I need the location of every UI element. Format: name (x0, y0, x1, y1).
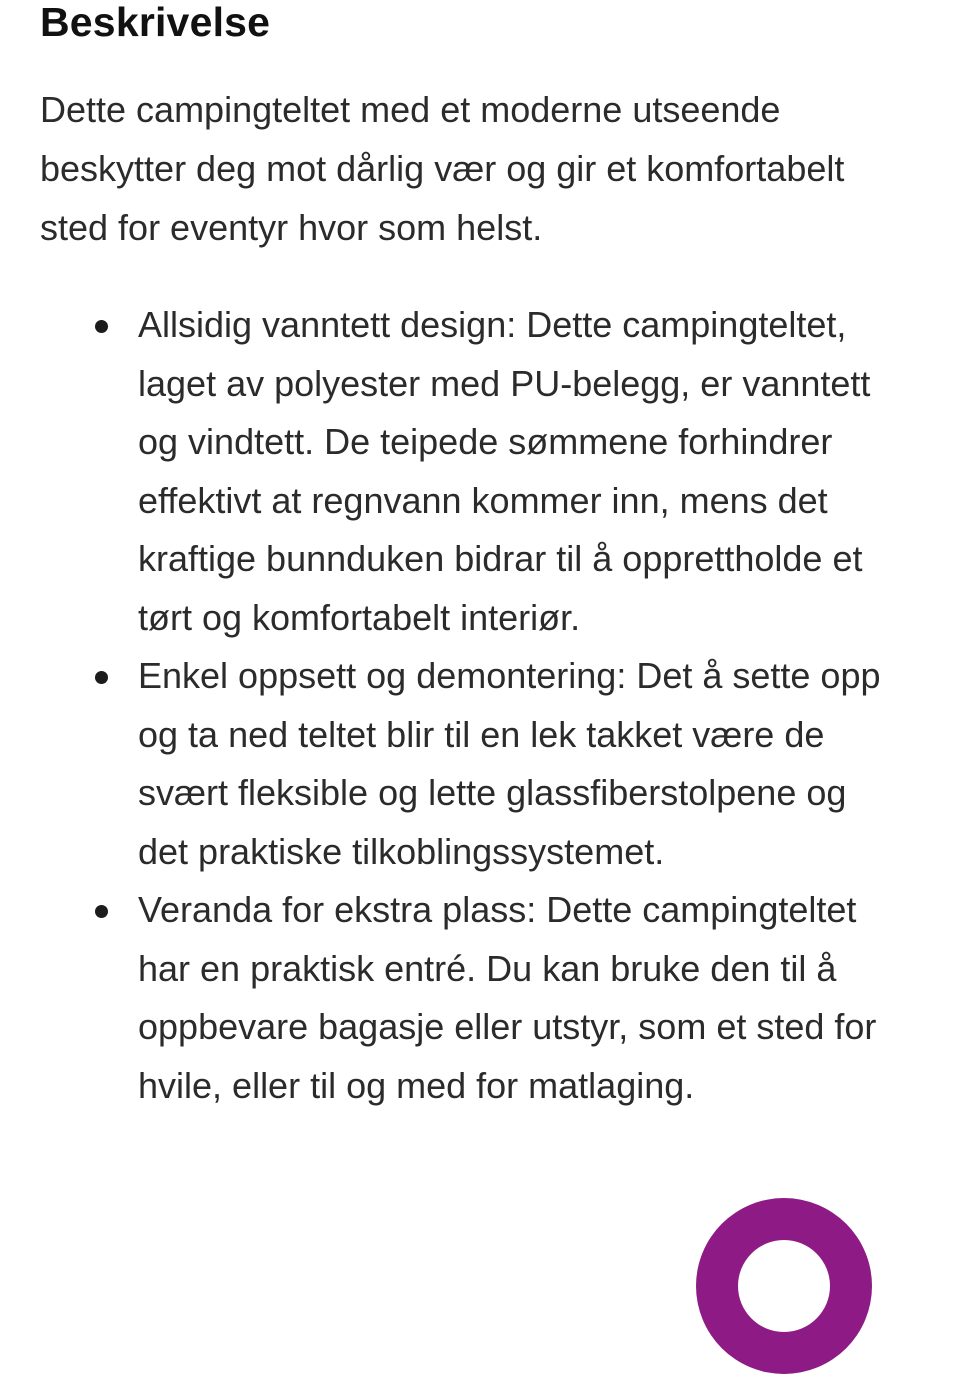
bullet-icon (95, 320, 108, 333)
chat-button[interactable] (696, 1198, 872, 1374)
bullet-icon (95, 905, 108, 918)
description-intro: Dette campingteltet med et moderne utseende beskytter deg mot dårlig vær og gir et komfortabelt sted for eventyr hvor som helst. (40, 89, 845, 248)
description-heading: Beskrivelse (40, 0, 271, 45)
feature-text: Allsidig vanntett design: Dette campingteltet, laget av polyester med PU-belegg, er vanntett og vindtett. De teipede sømmene forhindrer effektivt at regnvann kommer inn, mens det kraftige bunnduken bidrar til å opprettholde et tørt og komfortabelt interiør. (138, 304, 871, 638)
feature-list-item (0, 647, 903, 881)
feature-list-item (0, 881, 903, 1115)
feature-text: Veranda for ekstra plass: Dette campingteltet har en praktisk entré. Du kan bruke den til å oppbevare bagasje eller utstyr, som et sted for hvile, eller til og med for matlaging. (138, 889, 877, 1106)
feature-list (0, 296, 960, 1115)
chat-bubble-icon (738, 1240, 830, 1332)
feature-text: Enkel oppsett og demontering: Det å sette opp og ta ned teltet blir til en lek takket være de svært fleksible og lette glassfiberstolpene og det praktiske tilkoblingssystemet. (138, 655, 881, 872)
feature-list-item (0, 296, 903, 647)
bullet-icon (95, 671, 108, 684)
